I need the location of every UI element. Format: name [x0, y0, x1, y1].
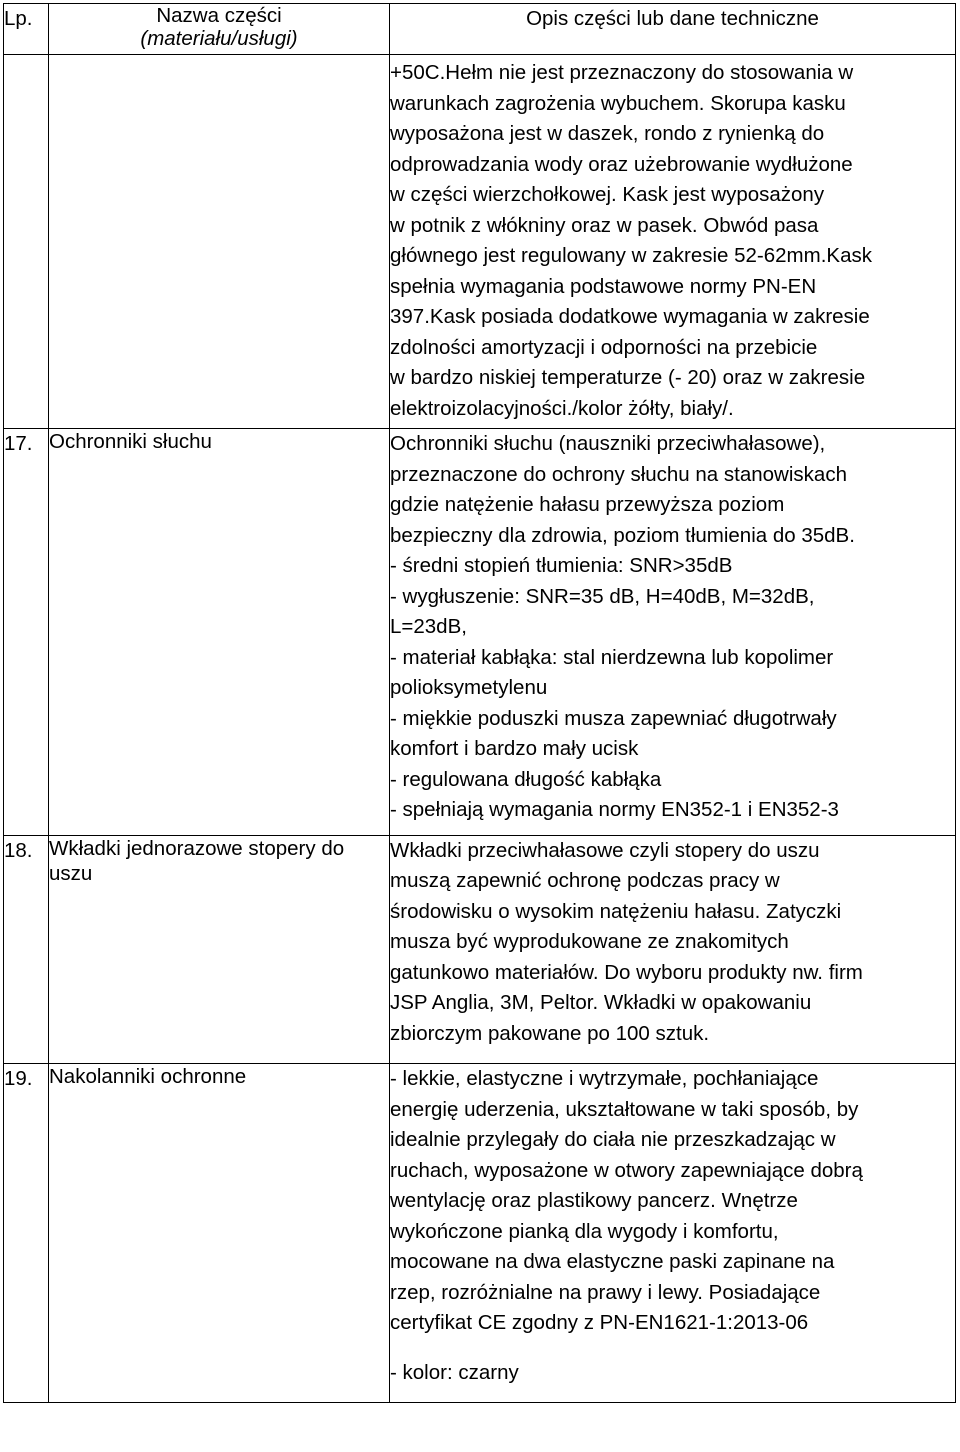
paragraph-gap — [390, 1339, 955, 1358]
header-name-line2: (materiału/usługi) — [140, 27, 298, 50]
description-line: Wkładki przeciwhałasowe czyli stopery do uszu — [390, 838, 820, 862]
header-name-line1: Nazwa części — [156, 4, 282, 27]
description-line: wyposażona jest w daszek, rondo z rynienką do — [390, 122, 825, 145]
table-header-row — [4, 4, 956, 55]
description-line: +50C.Hełm nie jest przeznaczony do stosowania w — [390, 61, 854, 84]
description-line: muszą zapewnić ochronę podczas pracy w — [390, 869, 780, 892]
description-line: - materiał kabłąka: stal nierdzewna lub kopolimer — [390, 645, 834, 669]
row-number: 18. — [4, 835, 49, 1064]
description-line: - regulowana długość kabłąka — [390, 767, 662, 791]
row-description — [390, 55, 956, 429]
description-line: JSP Anglia, 3M, Peltor. Wkładki w opakowaniu — [390, 991, 812, 1014]
description-line: wentylację oraz plastikowy pancerz. Wnętrze — [390, 1189, 798, 1212]
row-name: Nakolanniki ochronne — [49, 1064, 390, 1403]
table-row — [4, 429, 956, 836]
description-line: zbiorczym pakowane po 100 sztuk. — [390, 1021, 710, 1045]
description-line: w potnik z włókniny oraz w pasek. Obwód pasa — [390, 213, 819, 237]
description-line: - wygłuszenie: SNR=35 dB, H=40dB, M=32dB, — [390, 584, 815, 608]
description-line: - miękkie poduszki musza zapewniać długotrwały — [390, 706, 837, 730]
row-name — [49, 55, 390, 429]
table-row — [4, 835, 956, 1064]
description-line: polioksymetylenu — [390, 676, 548, 699]
description-line: środowisku o wysokim natężeniu hałasu. Zatyczki — [390, 899, 842, 923]
description-line: gdzie natężenie hałasu przewyższa poziom — [390, 493, 785, 516]
description-line: spełnia wymagania podstawowe normy PN-EN — [390, 274, 817, 298]
row-name: Ochronniki słuchu — [49, 429, 390, 836]
description-line: ruchach, wyposażone w otwory zapewniające dobrą — [390, 1158, 863, 1182]
description-line: - spełniają wymagania normy EN352-1 i EN352-3 — [390, 798, 839, 821]
description-line: w części wierzchołkowej. Kask jest wyposażony — [390, 183, 825, 206]
description-line: odprowadzania wody oraz użebrowanie wydłużone — [390, 152, 853, 176]
row-number — [4, 55, 49, 429]
description-line: - lekkie, elastyczne i wytrzymałe, pochłaniające — [390, 1067, 819, 1090]
description-line: głównego jest regulowany w zakresie 52-62mm.Kask — [390, 244, 872, 267]
description-line: mocowane na dwa elastyczne paski zapinane na — [390, 1250, 835, 1273]
description-line: rzep, rozróżnialne na prawy i lewy. Posiadające — [390, 1280, 821, 1304]
description-line: wykończone pianką dla wygody i komfortu, — [390, 1219, 779, 1243]
description-line: komfort i bardzo mały ucisk — [390, 737, 639, 760]
specification-table — [3, 3, 956, 1403]
description-line: zdolności amortyzacji i odporności na przebicie — [390, 335, 818, 359]
description-line: elektroizolacyjności./kolor żółty, biały/. — [390, 396, 734, 420]
row-number: 19. — [4, 1064, 49, 1403]
row-description — [390, 429, 956, 836]
description-line: bezpieczny dla zdrowia, poziom tłumienia do 35dB. — [390, 523, 855, 547]
description-line: energię uderzenia, ukształtowane w taki sposób, by — [390, 1097, 859, 1121]
header-description: Opis części lub dane techniczne — [390, 4, 956, 55]
row-name: Wkładki jednorazowe stopery do uszu — [49, 835, 390, 1064]
description-line: certyfikat CE zgodny z PN-EN1621-1:2013-06 — [390, 1311, 809, 1334]
table-row — [4, 55, 956, 429]
description-line: idealnie przylegały do ciała nie przeszkadzając w — [390, 1128, 836, 1151]
description-line: - średni stopień tłumienia: SNR>35dB — [390, 554, 733, 577]
header-lp: Lp. — [4, 4, 49, 55]
row-description — [390, 835, 956, 1064]
description-line: w bardzo niskiej temperaturze (- 20) oraz w zakresie — [390, 366, 866, 389]
description-line-color: - kolor: czarny — [390, 1360, 519, 1384]
row-description — [390, 1064, 956, 1403]
row-number: 17. — [4, 429, 49, 836]
description-line: 397.Kask posiada dodatkowe wymagania w zakresie — [390, 305, 870, 328]
description-line: przeznaczone do ochrony słuchu na stanowiskach — [390, 462, 847, 486]
description-line: gatunkowo materiałów. Do wyboru produkty nw. firm — [390, 960, 863, 984]
description-line: L=23dB, — [390, 615, 467, 638]
description-line: warunkach zagrożenia wybuchem. Skorupa kasku — [390, 91, 846, 115]
table-row — [4, 1064, 956, 1403]
header-name — [49, 4, 390, 55]
description-line: Ochronniki słuchu (nauszniki przeciwhałasowe), — [390, 432, 826, 455]
description-line: musza być wyprodukowane ze znakomitych — [390, 930, 789, 953]
